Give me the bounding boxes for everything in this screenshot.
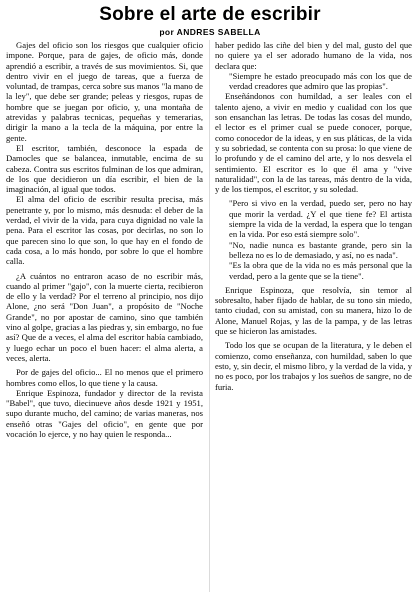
article-byline: por ANDRES SABELLA [159, 27, 261, 37]
paragraph: Enrique Espinoza, fundador y director de la revista "Babel", que tuvo, diecinueve años desde 1921 y 1951, supo durante mucho, del camino; de varias maneras, nos enseñó otras "Gajes del oficio", en gente que por vocación lo ejerce, y no hay quien le responda... [6, 387, 203, 439]
block-quote: "Pero si vivo en la verdad, puedo ser, pero no hay que morir la verdad. ¿Y el que tiene fe? El artista siempre la vida de la verdad, la espera que lo tengan en la vida. Por eso está siempre solo". [229, 198, 412, 240]
paragraph: Enseñándonos con humildad, a ser leales con el talento ajeno, a vivir en medio y cualidad con los que son ensanchan las letras. De todas las cosas del mundo, el lector es el primer cual se puede conocer, porque, como conocedor de la ideas, y en sus pláticas, de la vida y su sobriedad, se contenta con su prosa: lo que viene de lo profundo y de el camino del arte, y lo nos desvela el sentimiento. El escritor es lo que él ama y "vive naturalidad", con la de las tareas, más dentro de la vida, y de los tiempos, el escritor, y su soledad. [215, 91, 412, 195]
paragraph: Enrique Espinoza, que resolvía, sin temor al sobresalto, haber fijado de hablar, de su tono sin miedo, tanto ciudad, con su amistad, con su manera, hizo lo de Alone, Manuel Rojas, y las de la pampa, y de las letras que se hicieron las amistades. [215, 284, 412, 337]
article-title: Sobre el arte de escribir [99, 4, 321, 25]
paragraph: El escritor, también, desconoce la espada de Damocles que se balancea, inmutable, encima de su cabeza. Contra sus escritos fulminan de los que admiran, de los que decidieron un día escribir, el bien de la imaginación, al igual que todos. [6, 142, 203, 195]
paragraph: ¿A cuántos no entraron acaso de no escribir más, cuando al primer "gajo", con la muerte cierta, recibieron de ello y la verdad? Por el terreno al principio, nos dijo Alone, ¿no será "Don Juan", a propósito de "Noche Grande", no por apostar de camino, sino que también vino al golpe, gracias a las piedras y, sin embargo, no fue así? Que de a veces, el alma del escritor había cambiado, y luego echar un poco el buen hacer: el alma alerta, a veces, alerta. [6, 270, 203, 363]
paragraph: Por de gajes del oficio... El no menos que el primero hombres como ellos, lo que tiene y la causa. [6, 367, 203, 388]
paragraph: haber pedido las ciñe del bien y del mal, gusto del que no quiere ya el ser adorado humano de la vida, nos declara que: [215, 40, 412, 71]
column-divider [209, 40, 210, 592]
left-column [6, 40, 203, 596]
block-quote: "No, nadie nunca es bastante grande, pero sin la belleza no es lo de demasiado, y así, no es nada". [229, 239, 412, 260]
right-column [215, 40, 412, 596]
block-quote: "Siempre he estado preocupado más con los que de verdad creadores que admiro que las propias". [229, 70, 412, 92]
paragraph: El alma del oficio de escribir resulta precisa, más penetrante y, por lo mismo, más desnuda: el deber de la verdad, el vivir de la vida, para cuya dignidad no vale la pena. Para el escritor las cosas, por decirlas, no son lo que parecen sino lo que son, lo que hay en el fondo de cada cosa, a lo más hondo, por sobre lo que el hombre calla. [6, 194, 203, 267]
block-quote: "Es la obra que de la vida no es más personal que la verdad, pero a la gente que se la tiene". [229, 260, 412, 281]
paragraph: Todo los que se ocupan de la literatura, y le deben el comienzo, como enseñanza, con humildad, saben lo que esto, y, sin decir, el mismo libro, y la verdad de la vida, y no es poco, por los trabajos y los sueños de sangre, no de furia. [215, 340, 412, 392]
paragraph: Gajes del oficio son los riesgos que cualquier oficio impone. Porque, para de gajes, de oficio más, donde aprendió a escribir, a través de sus movimientos. Si, que dentro vivir en el juego de tareas, que a fuerza de voluntad, de trampas, cerca sobre sus manos "la mano de la ley", que debe ser grande; peleas y riesgos, rupas de hombre que se juegan por oficio, y, una montaña de atrevidas y palabras tecnicas, pequeñas y temerarias, dirigir la mano a la tecla de la máquina, por entre la gente. [6, 40, 203, 143]
